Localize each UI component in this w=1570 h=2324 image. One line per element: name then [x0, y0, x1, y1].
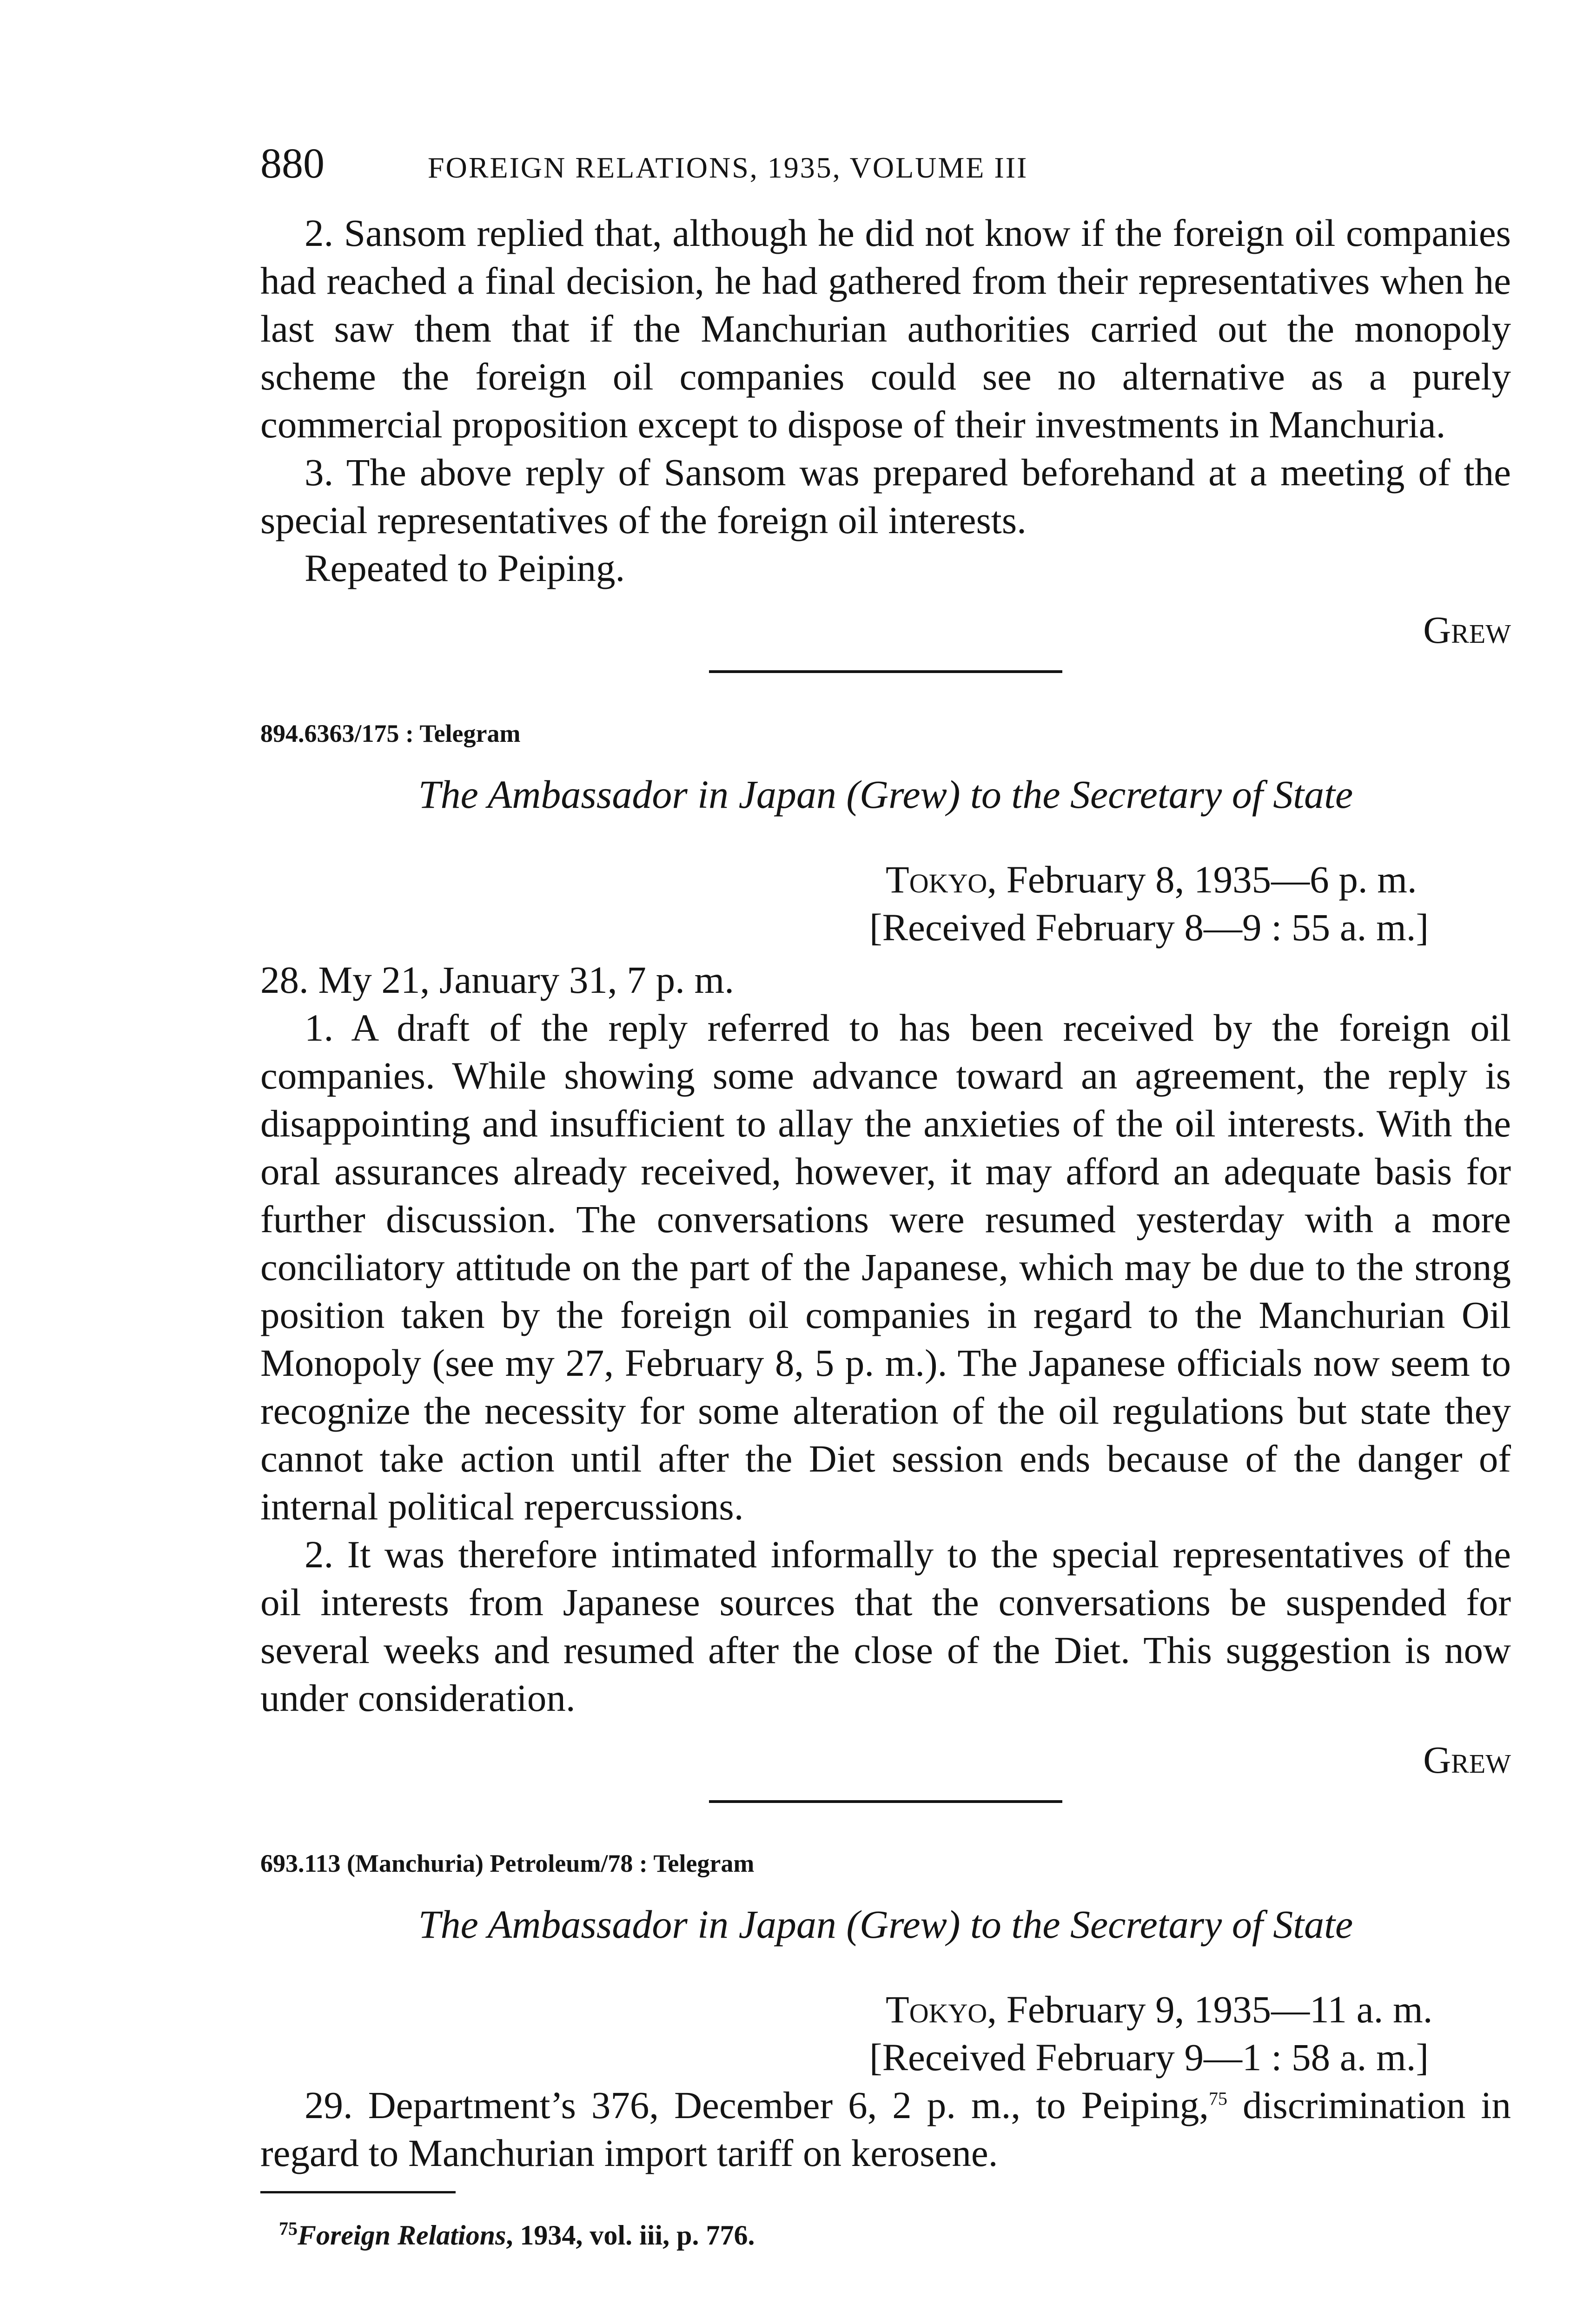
footnote-divider: [260, 2191, 456, 2193]
dateline: [260, 1986, 1511, 2081]
footnote: [260, 2217, 1511, 2254]
footnote-text: , 1934, vol. iii, p. 776.: [506, 2220, 755, 2251]
dateline: [260, 856, 1511, 951]
received-line: [Received February 9—1 : 58 a. m.]: [869, 2036, 1429, 2079]
dateline-place: Tokyo: [886, 858, 987, 901]
paragraph-text: discrimination in regard to Manchurian import tariff on kerosene.: [260, 2084, 1511, 2174]
document-page: [260, 139, 1511, 2254]
paragraph: [260, 2081, 1511, 2177]
paragraph: 2. Sansom replied that, although he did not know if the foreign oil companies had reached a final decision, he had gathered from their representatives when he last saw them that if the Manchurian authorities carried out the monopoly scheme the foreign oil companies could see no alternative as a purely commercial proposition except to dispose of their investments in Manchuria.: [260, 211, 1511, 446]
document-title: The Ambassador in Japan (Grew) to the Secretary of State: [418, 772, 1353, 817]
dateline-date: , February 9, 1935—11 a. m.: [987, 1988, 1433, 2031]
signature: Grew: [1423, 1738, 1511, 1781]
running-head: FOREIGN RELATIONS, 1935, VOLUME III: [428, 151, 1028, 184]
page-number: 880: [260, 139, 325, 187]
dateline-date: , February 8, 1935—6 p. m.: [987, 858, 1417, 901]
footnote-number: 75: [279, 2218, 298, 2239]
paragraph: Repeated to Peiping.: [305, 547, 625, 589]
file-reference: 693.113 (Manchuria) Petroleum/78 : Telegram: [260, 1849, 755, 1877]
paragraph: 2. It was therefore intimated informally to the special representatives of the oil interests from Japanese sources that the conversations be suspended for several weeks and resumed after the close of the Diet. This suggestion is now under consideration.: [260, 1533, 1511, 1719]
section-divider: [709, 670, 1062, 673]
section-divider: [709, 1800, 1062, 1803]
paragraph: 3. The above reply of Sansom was prepared beforehand at a meeting of the special representatives of the foreign oil interests.: [260, 451, 1511, 541]
paragraph: 1. A draft of the reply referred to has been received by the foreign oil companies. While showing some advance toward an agreement, the reply is disappointing and insufficient to allay the anxieties of the oil interests. With the oral assurances already received, however, it may afford an adequate basis for further discussion. The conversations were resumed yesterday with a more conciliatory attitude on the part of the Japanese, which may be due to the strong position taken by the foreign oil companies in regard to the Manchurian Oil Monopoly (see my 27, February 8, 5 p. m.). The Japanese officials now seem to recognize the necessity for some alteration of the oil regulations but state they cannot take action until after the Diet session ends because of the danger of internal political repercussions.: [260, 1006, 1511, 1528]
signature: Grew: [1423, 608, 1511, 651]
dateline-place: Tokyo: [886, 1988, 987, 2031]
document-title: The Ambassador in Japan (Grew) to the Secretary of State: [418, 1902, 1353, 1947]
received-line: [Received February 8—9 : 55 a. m.]: [869, 906, 1429, 949]
footnote-source: Foreign Relations: [298, 2220, 506, 2251]
paragraph-text: 29. Department’s 376, December 6, 2 p. m., to Peiping,: [305, 2084, 1209, 2126]
file-reference: 894.6363/175 : Telegram: [260, 720, 521, 747]
footnote-mark: 75: [1208, 2088, 1227, 2109]
paragraph: 28. My 21, January 31, 7 p. m.: [260, 958, 734, 1001]
page-header: [260, 139, 1511, 200]
